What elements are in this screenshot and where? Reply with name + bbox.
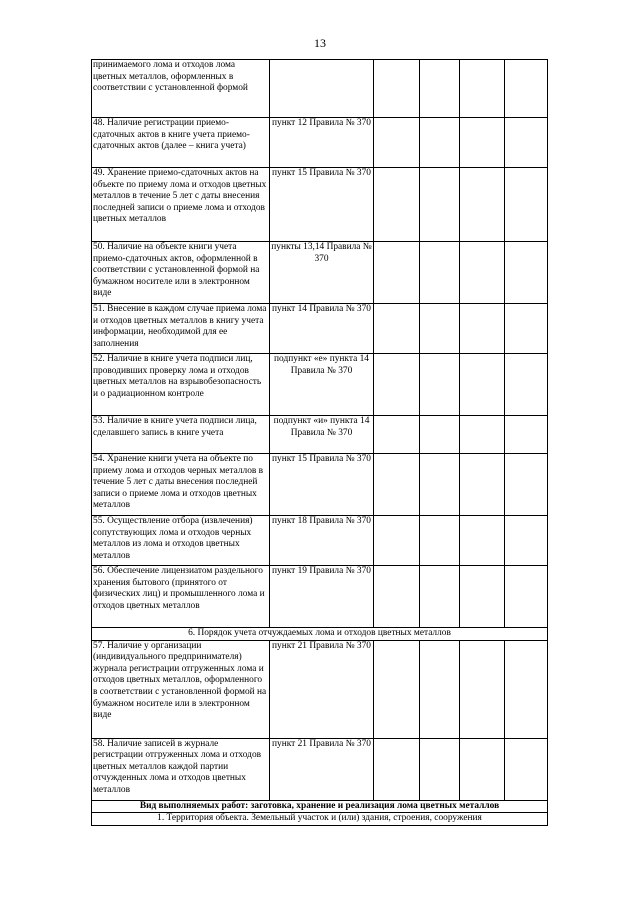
answer-cell	[505, 566, 548, 628]
table-row	[92, 60, 548, 118]
table-row	[92, 168, 548, 242]
reference-cell: пункт 19 Правила № 370	[270, 566, 374, 628]
answer-cell	[420, 416, 460, 454]
section-row	[92, 628, 548, 641]
answer-cell	[505, 168, 548, 242]
reference-cell: подпункт «и» пункта 14 Правила № 370	[270, 416, 374, 454]
requirement-cell: принимаемого лома и отходов лома цветных металлов, оформленных в соответствии с установленной формой	[92, 60, 270, 118]
reference-cell: пункты 13,14 Правила № 370	[270, 242, 374, 304]
answer-cell	[420, 354, 460, 416]
table-row	[92, 566, 548, 628]
answer-cell	[374, 566, 420, 628]
answer-cell	[460, 516, 505, 566]
reference-cell: пункт 21 Правила № 370	[270, 738, 374, 800]
answer-cell	[420, 242, 460, 304]
requirement-cell: 58. Наличие записей в журнале регистрации отгруженных лома и отходов цветных металлов каждой партии отчужденных лома и отходов цветных металлов	[92, 738, 270, 800]
answer-cell	[460, 454, 505, 516]
answer-cell	[374, 516, 420, 566]
answer-cell	[374, 454, 420, 516]
answer-cell	[505, 354, 548, 416]
answer-cell	[420, 118, 460, 168]
answer-cell	[374, 118, 420, 168]
answer-cell	[420, 640, 460, 738]
reference-cell: пункт 15 Правила № 370	[270, 168, 374, 242]
reference-cell: пункт 14 Правила № 370	[270, 304, 374, 354]
answer-cell	[374, 60, 420, 118]
requirement-cell: 53. Наличие в книге учета подписи лица, сделавшего запись в книге учета	[92, 416, 270, 454]
answer-cell	[460, 118, 505, 168]
requirement-cell: 50. Наличие на объекте книги учета приемо-сдаточных актов, оформленной в соответствии с установленной формой на бумажном носителе или в электронном виде	[92, 242, 270, 304]
table-row	[92, 640, 548, 738]
answer-cell	[374, 354, 420, 416]
table-row	[92, 738, 548, 800]
answer-cell	[374, 640, 420, 738]
answer-cell	[505, 242, 548, 304]
requirement-cell: 57. Наличие у организации (индивидуального предпринимателя) журнала регистрации отгруженных лома и отходов цветных металлов, оформленного в соответствии с установленной формой на бумажном носителе или в электронном виде	[92, 640, 270, 738]
section-row	[92, 813, 548, 826]
answer-cell	[374, 304, 420, 354]
table-row	[92, 118, 548, 168]
answer-cell	[460, 304, 505, 354]
work-type-heading: Вид выполняемых работ: заготовка, хранение и реализация лома цветных металлов	[92, 800, 548, 813]
answer-cell	[460, 566, 505, 628]
checklist-table	[91, 59, 548, 826]
answer-cell	[374, 168, 420, 242]
answer-cell	[420, 454, 460, 516]
answer-cell	[505, 516, 548, 566]
answer-cell	[420, 304, 460, 354]
answer-cell	[505, 60, 548, 118]
answer-cell	[420, 738, 460, 800]
answer-cell	[460, 738, 505, 800]
reference-cell: пункт 15 Правила № 370	[270, 454, 374, 516]
table-row	[92, 454, 548, 516]
requirement-cell: 55. Осуществление отбора (извлечения) сопутствующих лома и отходов черных металлов из лома и отходов цветных металлов	[92, 516, 270, 566]
reference-cell: пункт 18 Правила № 370	[270, 516, 374, 566]
answer-cell	[374, 416, 420, 454]
reference-cell: пункт 12 Правила № 370	[270, 118, 374, 168]
answer-cell	[460, 640, 505, 738]
answer-cell	[420, 516, 460, 566]
answer-cell	[505, 118, 548, 168]
answer-cell	[505, 454, 548, 516]
requirement-cell: 52. Наличие в книге учета подписи лиц, проводивших проверку лома и отходов цветных металлов на взрывобезопасность и о радиационном контроле	[92, 354, 270, 416]
answer-cell	[505, 416, 548, 454]
table-row	[92, 304, 548, 354]
answer-cell	[460, 354, 505, 416]
table-row	[92, 242, 548, 304]
reference-cell	[270, 60, 374, 118]
answer-cell	[460, 416, 505, 454]
answer-cell	[420, 168, 460, 242]
worktype-row	[92, 800, 548, 813]
section-heading: 6. Порядок учета отчуждаемых лома и отходов цветных металлов	[92, 628, 548, 641]
reference-cell: подпункт «е» пункта 14 Правила № 370	[270, 354, 374, 416]
page-number: 13	[314, 36, 326, 50]
answer-cell	[505, 640, 548, 738]
answer-cell	[460, 60, 505, 118]
reference-cell: пункт 21 Правила № 370	[270, 640, 374, 738]
answer-cell	[420, 60, 460, 118]
answer-cell	[460, 242, 505, 304]
requirement-cell: 48. Наличие регистрации приемо-сдаточных актов в книге учета приемо-сдаточных актов (далее – книга учета)	[92, 118, 270, 168]
answer-cell	[420, 566, 460, 628]
table-row	[92, 516, 548, 566]
table-row	[92, 354, 548, 416]
requirement-cell: 51. Внесение в каждом случае приема лома и отходов цветных металлов в книгу учета информации, необходимой для ее заполнения	[92, 304, 270, 354]
requirement-cell: 56. Обеспечение лицензиатом раздельного хранения бытового (принятого от физических лиц) и промышленного лома и отходов цветных металлов	[92, 566, 270, 628]
answer-cell	[374, 738, 420, 800]
requirement-cell: 49. Хранение приемо-сдаточных актов на объекте по приему лома и отходов цветных металлов в течение 5 лет с даты внесения последней записи о приеме лома и отходов цветных металлов	[92, 168, 270, 242]
requirement-cell: 54. Хранение книги учета на объекте по приему лома и отходов черных металлов в течение 5 лет с даты внесения последней записи о приеме лома и отходов цветных металлов	[92, 454, 270, 516]
answer-cell	[374, 242, 420, 304]
answer-cell	[505, 304, 548, 354]
answer-cell	[505, 738, 548, 800]
table-row	[92, 416, 548, 454]
answer-cell	[460, 168, 505, 242]
section-heading: 1. Территория объекта. Земельный участок и (или) здания, строения, сооружения	[92, 813, 548, 826]
